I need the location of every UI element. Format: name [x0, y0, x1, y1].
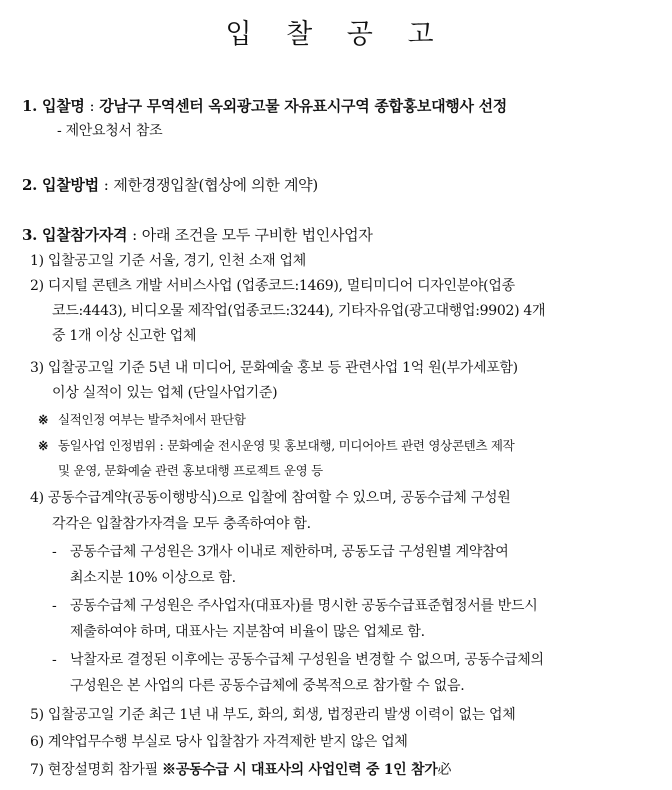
- list-item-6: 6) 계약업무수행 부실로 당사 입찰참가 자격제한 받지 않은 업체: [30, 734, 408, 750]
- section-3-heading: [22, 226, 373, 244]
- list-item-5: 5) 입찰공고일 기준 최근 1년 내 부도, 화의, 회생, 법정관리 발생 이력이 없는 업체: [30, 707, 516, 723]
- sub-item-3-line-1: [52, 651, 544, 669]
- section-2-heading: [22, 176, 318, 194]
- sub-item-2-line-1: [52, 597, 537, 615]
- section-3-separator: :: [132, 226, 137, 244]
- section-3-label: 입찰참가자격: [42, 226, 128, 244]
- list-item-7-bold: ※공동수급 시 대표사의 사업인력 중 1인 참가: [162, 762, 438, 778]
- sub-item-1-line-1: [52, 543, 509, 561]
- list-item-4-line-1: 4) 공동수급계약(공동이행방식)으로 입찰에 참여할 수 있으며, 공동수급체 구성원: [30, 490, 511, 506]
- sub-item-2-text: 공동수급체 구성원은 주사업자(대표자)를 명시한 공동수급표준협정서를 반드시: [70, 598, 538, 614]
- note-1-mark: ※: [38, 412, 49, 427]
- section-3-number: 3.: [22, 226, 38, 244]
- note-2-mark: ※: [38, 438, 49, 453]
- list-item-3-line-2: 이상 실적이 있는 업체 (단일사업기준): [52, 385, 278, 401]
- list-item-2-line-1: 2) 디지털 콘텐츠 개발 서비스사업 (업종코드:1469), 멀티미디어 디자인분야(업종: [30, 278, 515, 294]
- note-1: [38, 411, 246, 429]
- section-2-separator: :: [103, 176, 109, 194]
- note-2-text: 동일사업 인정범위 : 문화예술 전시운영 및 홍보대행, 미디어아트 관련 영상콘텐츠 제작: [58, 438, 515, 453]
- section-1-label: 입찰명: [42, 97, 85, 115]
- sub-item-1-text: 공동수급체 구성원은 3개사 이내로 제한하며, 공동도급 구성원별 계약참여: [70, 544, 509, 560]
- section-1-heading: [22, 97, 507, 115]
- section-1-sub: - 제안요청서 참조: [57, 123, 163, 139]
- note-2-line-1: [38, 437, 514, 455]
- section-2-text: 제한경쟁입찰(협상에 의한 계약): [113, 176, 318, 194]
- section-1-number: 1.: [22, 97, 38, 115]
- list-item-7: [30, 761, 451, 779]
- section-2-label: 입찰방법: [42, 176, 99, 194]
- sub-item-3-line-2: 구성원은 본 사업의 다른 공동수급체에 중복적으로 참가할 수 없음.: [70, 678, 465, 694]
- sub-item-3-text: 낙찰자로 결정된 이후에는 공동수급체 구성원을 변경할 수 없으며, 공동수급체의: [70, 652, 544, 668]
- section-1-separator: :: [89, 97, 95, 115]
- note-1-text: 실적인정 여부는 발주처에서 판단함: [58, 412, 246, 427]
- sub-item-2-dash: -: [52, 598, 57, 614]
- sub-item-1-line-2: 최소지분 10% 이상으로 함.: [70, 570, 236, 586]
- sub-item-3-dash: -: [52, 652, 57, 668]
- section-1-text: 강남구 무역센터 옥외광고물 자유표시구역 종합홍보대행사 선정: [99, 97, 507, 115]
- list-item-2-line-2: 코드:4443), 비디오물 제작업(업종코드:3244), 기타자유업(광고대행업:9902) 4개: [52, 303, 546, 319]
- document-title: 입 찰 공 고: [225, 19, 447, 50]
- list-item-2-line-3: 중 1개 이상 신고한 업체: [52, 328, 197, 344]
- sub-item-1-dash: -: [52, 544, 57, 560]
- section-2-number: 2.: [22, 176, 38, 194]
- list-item-3-line-1: 3) 입찰공고일 기준 5년 내 미디어, 문화예술 홍보 등 관련사업 1억 원(부가세포함): [30, 360, 518, 376]
- list-item-4-line-2: 각각은 입찰참가자격을 모두 충족하여야 함.: [52, 516, 311, 532]
- list-item-7-prefix: 7) 현장설명회 참가필: [30, 762, 158, 778]
- section-3-text: 아래 조건을 모두 구비한 법인사업자: [141, 226, 373, 244]
- list-item-1: 1) 입찰공고일 기준 서울, 경기, 인천 소재 업체: [30, 253, 306, 269]
- list-item-7-end: 必: [437, 762, 452, 778]
- sub-item-2-line-2: 제출하여야 하며, 대표사는 지분참여 비율이 많은 업체로 함.: [70, 624, 425, 640]
- note-2-line-2: 및 운영, 문화예술 관련 홍보대행 프로젝트 운영 등: [58, 463, 323, 478]
